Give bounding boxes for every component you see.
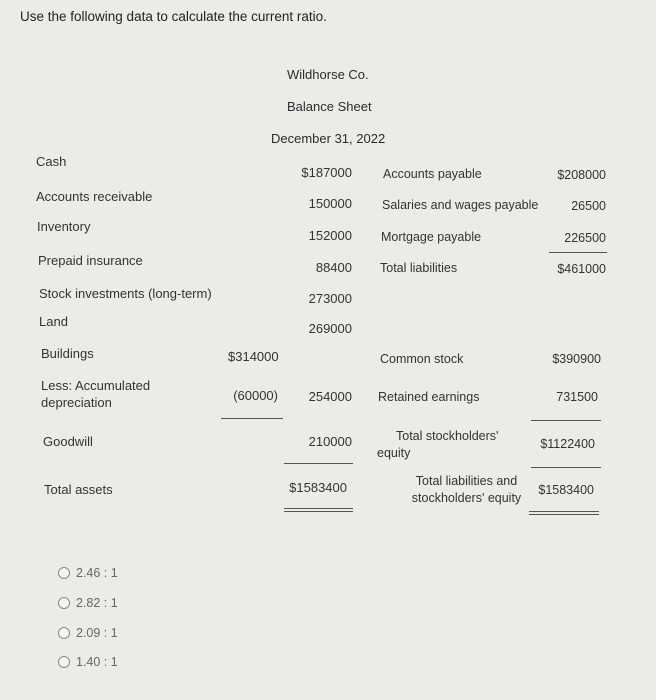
asset-value-cash: $187000 — [301, 165, 352, 180]
radio-icon[interactable] — [58, 597, 70, 609]
asset-value-stock-investments: 273000 — [308, 291, 352, 306]
option-label: 2.09 : 1 — [76, 626, 118, 640]
asset-label-stock-investments: Stock investments (long-term) — [39, 286, 212, 301]
subtotal-rule — [221, 418, 283, 419]
question-text: Use the following data to calculate the current ratio. — [20, 9, 327, 24]
radio-icon[interactable] — [58, 567, 70, 579]
asset-label-accumulated-depreciation: Less: Accumulated depreciation — [41, 378, 151, 410]
liability-label-total-liabilities: Total liabilities — [380, 261, 458, 275]
total-equity-rule — [531, 467, 601, 468]
asset-label-land: Land — [39, 314, 68, 329]
double-rule-top — [284, 508, 353, 509]
final-double-rule-bottom — [529, 514, 599, 515]
answer-option-1[interactable] — [58, 566, 118, 580]
radio-icon[interactable] — [58, 627, 70, 639]
answer-option-3[interactable] — [58, 626, 118, 640]
liability-value-mortgage-payable: 226500 — [564, 231, 606, 245]
double-rule-bottom — [284, 511, 353, 512]
asset-value-buildings-net: 254000 — [308, 389, 352, 404]
asset-label-total-assets: Total assets — [44, 482, 113, 497]
statement-date: December 31, 2022 — [271, 131, 386, 146]
equity-label-common-stock: Common stock — [380, 352, 464, 366]
liability-label-mortgage-payable: Mortgage payable — [381, 230, 482, 244]
equity-value-common-stock: $390900 — [552, 352, 601, 366]
liability-value-salaries-payable: 26500 — [571, 199, 606, 213]
final-double-rule-top — [529, 511, 599, 512]
company-name: Wildhorse Co. — [287, 67, 369, 82]
equity-value-total-stockholders-equity: $1122400 — [540, 437, 595, 451]
asset-label-prepaid-insurance: Prepaid insurance — [38, 253, 143, 268]
equity-value-retained-earnings: 731500 — [556, 390, 598, 404]
statement-title: Balance Sheet — [287, 99, 372, 114]
radio-icon[interactable] — [58, 656, 70, 668]
option-label: 1.40 : 1 — [76, 655, 118, 669]
equity-label-total-stockholders-equity: Total stockholders' equity — [377, 429, 499, 460]
asset-label-buildings: Buildings — [41, 346, 94, 361]
equity-value-total-liabilities-and-equity: $1583400 — [538, 483, 594, 497]
option-label: 2.46 : 1 — [76, 566, 118, 580]
answer-option-4[interactable] — [58, 655, 118, 669]
buildings-gross-value: $314000 — [228, 349, 279, 364]
asset-value-goodwill: 210000 — [308, 434, 352, 449]
liabilities-rule — [549, 252, 607, 253]
asset-value-land: 269000 — [308, 321, 352, 336]
asset-value-prepaid-insurance: 88400 — [315, 260, 352, 275]
asset-label-cash: Cash — [36, 154, 67, 169]
liability-value-total-liabilities: $461000 — [557, 262, 606, 276]
liability-label-salaries-payable: Salaries and wages payable — [382, 198, 539, 212]
asset-value-accounts-receivable: 150000 — [308, 196, 352, 211]
equity-label-total-liabilities-and-equity: Total liabilities and stockholders' equity — [411, 474, 522, 505]
total-assets-rule — [284, 463, 353, 464]
asset-label-inventory: Inventory — [37, 219, 91, 234]
asset-value-total-assets: $1583400 — [289, 480, 347, 495]
liability-label-accounts-payable: Accounts payable — [383, 167, 482, 181]
asset-label-accounts-receivable: Accounts receivable — [36, 189, 153, 204]
option-label: 2.82 : 1 — [76, 596, 118, 610]
accumulated-depreciation-value: (60000) — [233, 388, 278, 403]
liability-value-accounts-payable: $208000 — [557, 168, 606, 182]
equity-label-retained-earnings: Retained earnings — [378, 390, 480, 404]
equity-rule — [531, 420, 601, 421]
asset-label-goodwill: Goodwill — [43, 434, 93, 449]
answer-option-2[interactable] — [58, 596, 118, 610]
asset-value-inventory: 152000 — [308, 228, 352, 243]
